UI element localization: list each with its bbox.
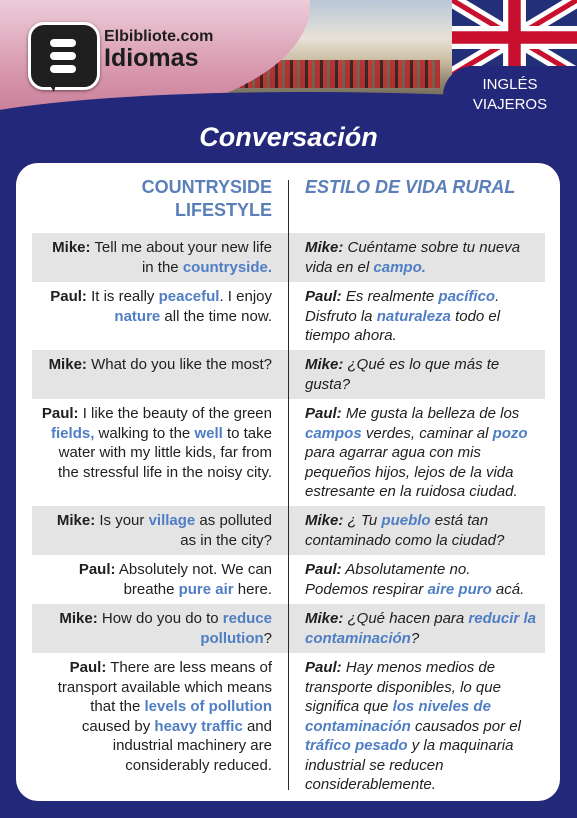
english-line: Mike: Tell me about your new life in the countryside. (52, 239, 272, 276)
logo-name: Idiomas (104, 44, 199, 72)
logo-tail (44, 76, 58, 92)
logo-site: Elbibliote.com (104, 28, 214, 45)
spanish-line: Paul: Me gusta la belleza de los campos verdes, caminar al pozo para agarrar agua con mis pequeños hijos, lejos de la vida estresante en la ruidosa ciudad. (305, 405, 528, 500)
english-line: Mike: How do you do to reduce pollution? (59, 610, 272, 647)
spanish-line: Paul: Hay menos medios de transporte disponibles, lo que significa que los niveles de contaminación causados por el tráfico pesado y la maquinaria industrial se reducen considerablemente. (305, 659, 521, 793)
union-jack-flag-icon (452, 0, 577, 75)
english-column-header: COUNTRYSIDE LIFESTYLE (141, 177, 272, 220)
level-tag (443, 66, 577, 122)
spanish-line: Paul: Absolutamente no. Podemos respirar aire puro acá. (305, 561, 525, 598)
english-line: Mike: What do you like the most? (48, 356, 272, 373)
page-title: Conversación (199, 122, 378, 152)
tag-level: VIAJEROS (472, 96, 548, 113)
english-line: Paul: There are less means of transport available which means that the levels of pollution caused by heavy traffic and industrial machinery are considerably reduced. (57, 659, 272, 774)
spanish-line: Mike: ¿Qué hacen para reducir la contaminación? (305, 610, 536, 647)
spanish-column-header: ESTILO DE VIDA RURAL (305, 177, 516, 197)
header-banner (0, 0, 577, 125)
spanish-line: Mike: ¿ Tu pueblo está tan contaminado como la ciudad? (305, 512, 505, 549)
spanish-line: Paul: Es realmente pacífico. Disfruto la naturaleza todo el tiempo ahora. (305, 288, 501, 344)
spanish-line: Mike: Cuéntame sobre tu nueva vida en el campo. (305, 239, 521, 276)
tag-language: INGLÉS (482, 76, 538, 93)
column-divider (288, 180, 289, 790)
spanish-line: Mike: ¿Qué es lo que más te gusta? (305, 356, 500, 393)
english-line: Paul: I like the beauty of the green fields, walking to the well to take water with my little kids, far from the stressful life in the noisy city. (41, 405, 272, 481)
english-line: Paul: It is really peaceful. I enjoy nature all the time now. (50, 288, 272, 325)
english-line: Paul: Absolutely not. We can breathe pure air here. (78, 561, 272, 598)
book-logo-icon (28, 22, 100, 90)
english-line: Mike: Is your village as polluted as in the city? (56, 512, 272, 549)
